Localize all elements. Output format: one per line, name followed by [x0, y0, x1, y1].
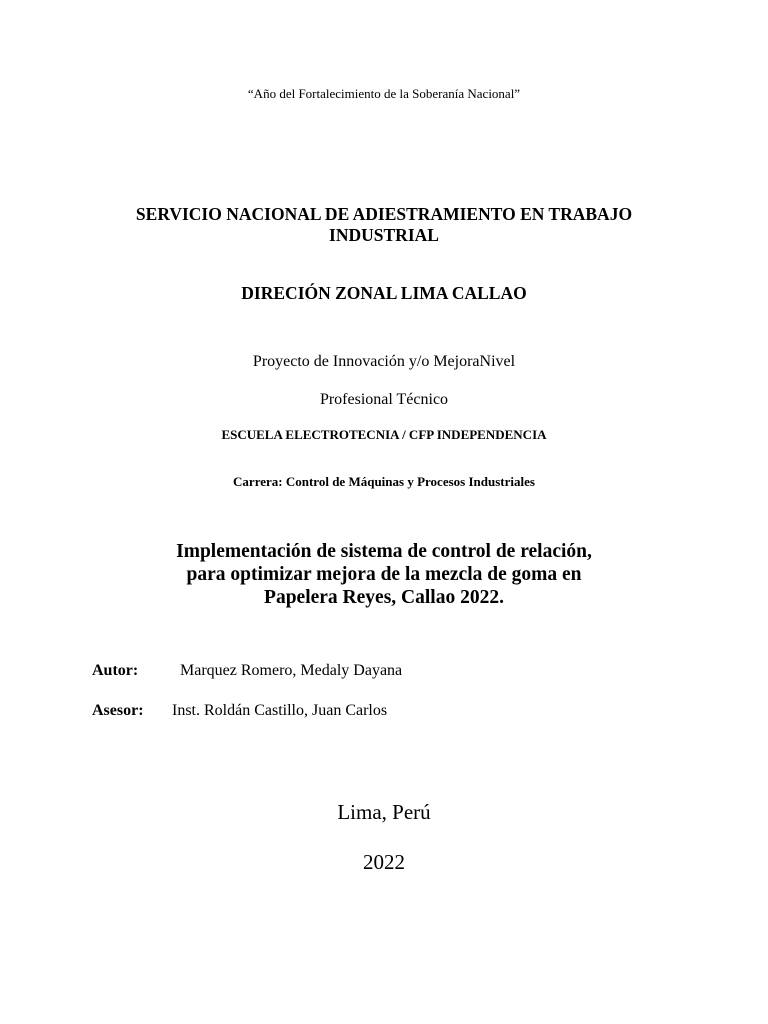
author-label — [92, 662, 138, 680]
institution-name — [0, 204, 768, 246]
author-name: Marquez Romero, Medaly Dayana — [180, 662, 403, 679]
title-line-2: para optimizar mejora de la mezcla de goma en — [186, 564, 582, 585]
title-line-3: Papelera Reyes, Callao 2022. — [264, 587, 504, 608]
project-type: Proyecto de Innovación y/o MejoraNivel — [252, 353, 516, 370]
year-text: 2022 — [363, 850, 405, 874]
project-title — [0, 540, 768, 609]
school-name: ESCUELA ELECTROTECNIA / CFP INDEPENDENCIA — [221, 427, 547, 442]
professional-level: Profesional Técnico — [319, 391, 449, 408]
title-line-1: Implementación de sistema de control de relación, — [176, 541, 592, 562]
place-text: Lima, Perú — [337, 800, 431, 824]
advisor-label-text: Asesor: — [92, 702, 144, 719]
advisor-name: Inst. Roldán Castillo, Juan Carlos — [172, 702, 388, 719]
author-label-text: Autor: — [92, 662, 139, 679]
zonal-direction: DIRECIÓN ZONAL LIMA CALLAO — [241, 283, 527, 303]
institution-line-1: SERVICIO NACIONAL DE ADIESTRAMIENTO EN TRABAJO — [135, 204, 633, 224]
institution-line-2: INDUSTRIAL — [329, 225, 439, 245]
motto-text: “Año del Fortalecimiento de la Soberanía Nacional” — [247, 86, 521, 101]
career-name: Carrera: Control de Máquinas y Procesos Industriales — [233, 474, 535, 489]
advisor-label — [92, 702, 144, 720]
